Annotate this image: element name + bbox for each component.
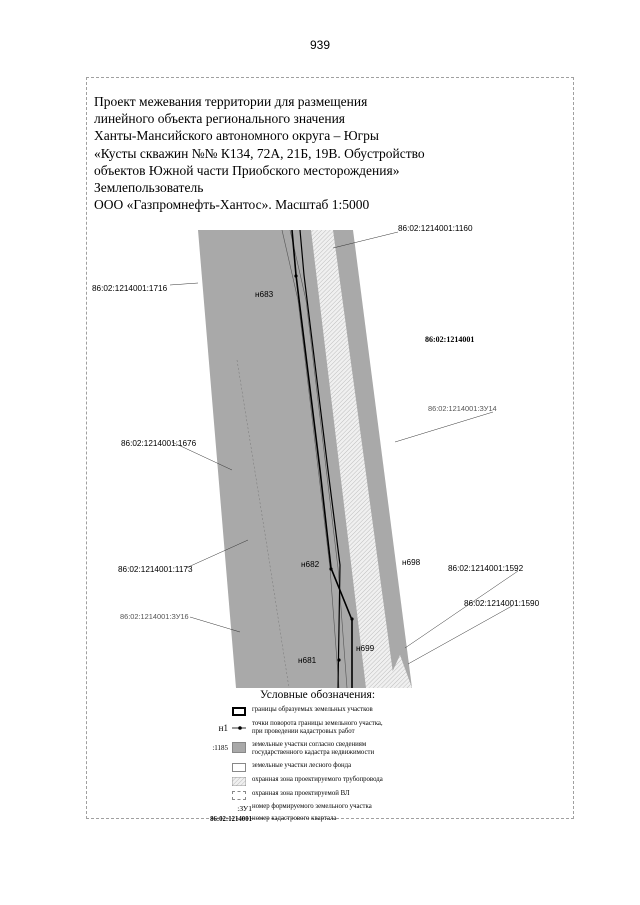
parcel-label-1590: 86:02:1214001:1590: [464, 599, 540, 608]
parcel-label-1592: 86:02:1214001:1592: [448, 564, 524, 573]
title-line: линейного объекта регионального значения: [94, 111, 346, 127]
legend-code: :ЗУ1: [237, 804, 252, 813]
forest-parcel-swatch: [232, 763, 246, 772]
legend-title: Условные обозначения:: [260, 689, 376, 701]
formed-boundary-swatch: [232, 707, 246, 716]
legend-text: земельные участки согласно сведениям государственного кадастра недвижимости: [252, 741, 375, 756]
legend-item-formed-boundary: [198, 706, 458, 720]
point-label-n681: н681: [298, 656, 317, 665]
title-line: объектов Южной части Приобского месторождения»: [94, 162, 400, 178]
legend-text: охранная зона проектируемого трубопровода: [252, 776, 383, 783]
parcel-label-1173: 86:02:1214001:1173: [118, 565, 193, 574]
legend-item-turning-point: [198, 720, 458, 734]
legend-item-power-line-zone: [198, 790, 458, 804]
title-line: Землепользователь: [94, 180, 204, 196]
leader-line: [170, 283, 198, 285]
legend-code: 86:02:1214001: [210, 816, 252, 823]
turning-point-n699: [350, 617, 353, 620]
turning-point-n682: [329, 567, 332, 570]
legend-text: точки поворота границы земельного участка, при проведении кадастровых работ: [252, 720, 383, 735]
turning-point-n683: [294, 274, 297, 277]
parcel-label-1716: 86:02:1214001:1716: [92, 284, 168, 293]
legend-text: номер кадастрового квартала: [252, 815, 337, 822]
title-line: «Кусты скважин №№ К134, 72А, 21Б, 19В. Обустройство: [94, 145, 425, 161]
parcel-label-1676: 86:02:1214001:1676: [121, 439, 197, 448]
legend-text: номер формируемого земельного участка: [252, 803, 372, 810]
legend-text: границы образуемых земельных участков: [252, 706, 373, 713]
point-label-n683: н683: [255, 290, 274, 299]
power-line-zone-swatch: [232, 791, 246, 800]
legend-code: :1185: [212, 744, 228, 752]
cadastral-quarter-label: 86:02:1214001: [425, 335, 475, 344]
registered-parcel-swatch: [232, 742, 246, 753]
parcel-label-zu14: 86:02:1214001:ЗУ14: [428, 404, 497, 413]
leader-line: [405, 571, 518, 648]
legend-text: земельные участки лесного фонда: [252, 762, 352, 769]
legend-code: н1: [218, 723, 228, 733]
point-label-n698: н698: [402, 558, 421, 567]
pipeline-zone-swatch: [232, 777, 246, 786]
page-number: 939: [309, 38, 331, 52]
title-line: Ханты-Мансийского автономного округа – Югры: [94, 128, 379, 144]
legend-item-pipeline-zone: [198, 776, 458, 790]
legend-text: охранная зона проектируемой ВЛ: [252, 790, 350, 797]
parcel-label-zu16: 86:02:1214001:ЗУ16: [120, 612, 189, 621]
parcel-label-1160: 86:02:1214001:1160: [398, 224, 473, 233]
leader-line: [408, 606, 512, 664]
legend-item-forest-parcel: [198, 762, 458, 776]
title-line: ООО «Газпромнефть-Хантос». Масштаб 1:5000: [94, 197, 370, 213]
legend-item-quarter-number: [198, 815, 458, 829]
legend-item-registered-parcel: [198, 741, 458, 755]
title-line: Проект межевания территории для размещения: [94, 94, 368, 109]
point-label-n699: н699: [356, 644, 375, 653]
leader-line: [395, 412, 493, 442]
turning-point-symbol-icon: [232, 721, 246, 730]
point-label-n682: н682: [301, 560, 320, 569]
turning-point-n681: [337, 658, 340, 661]
